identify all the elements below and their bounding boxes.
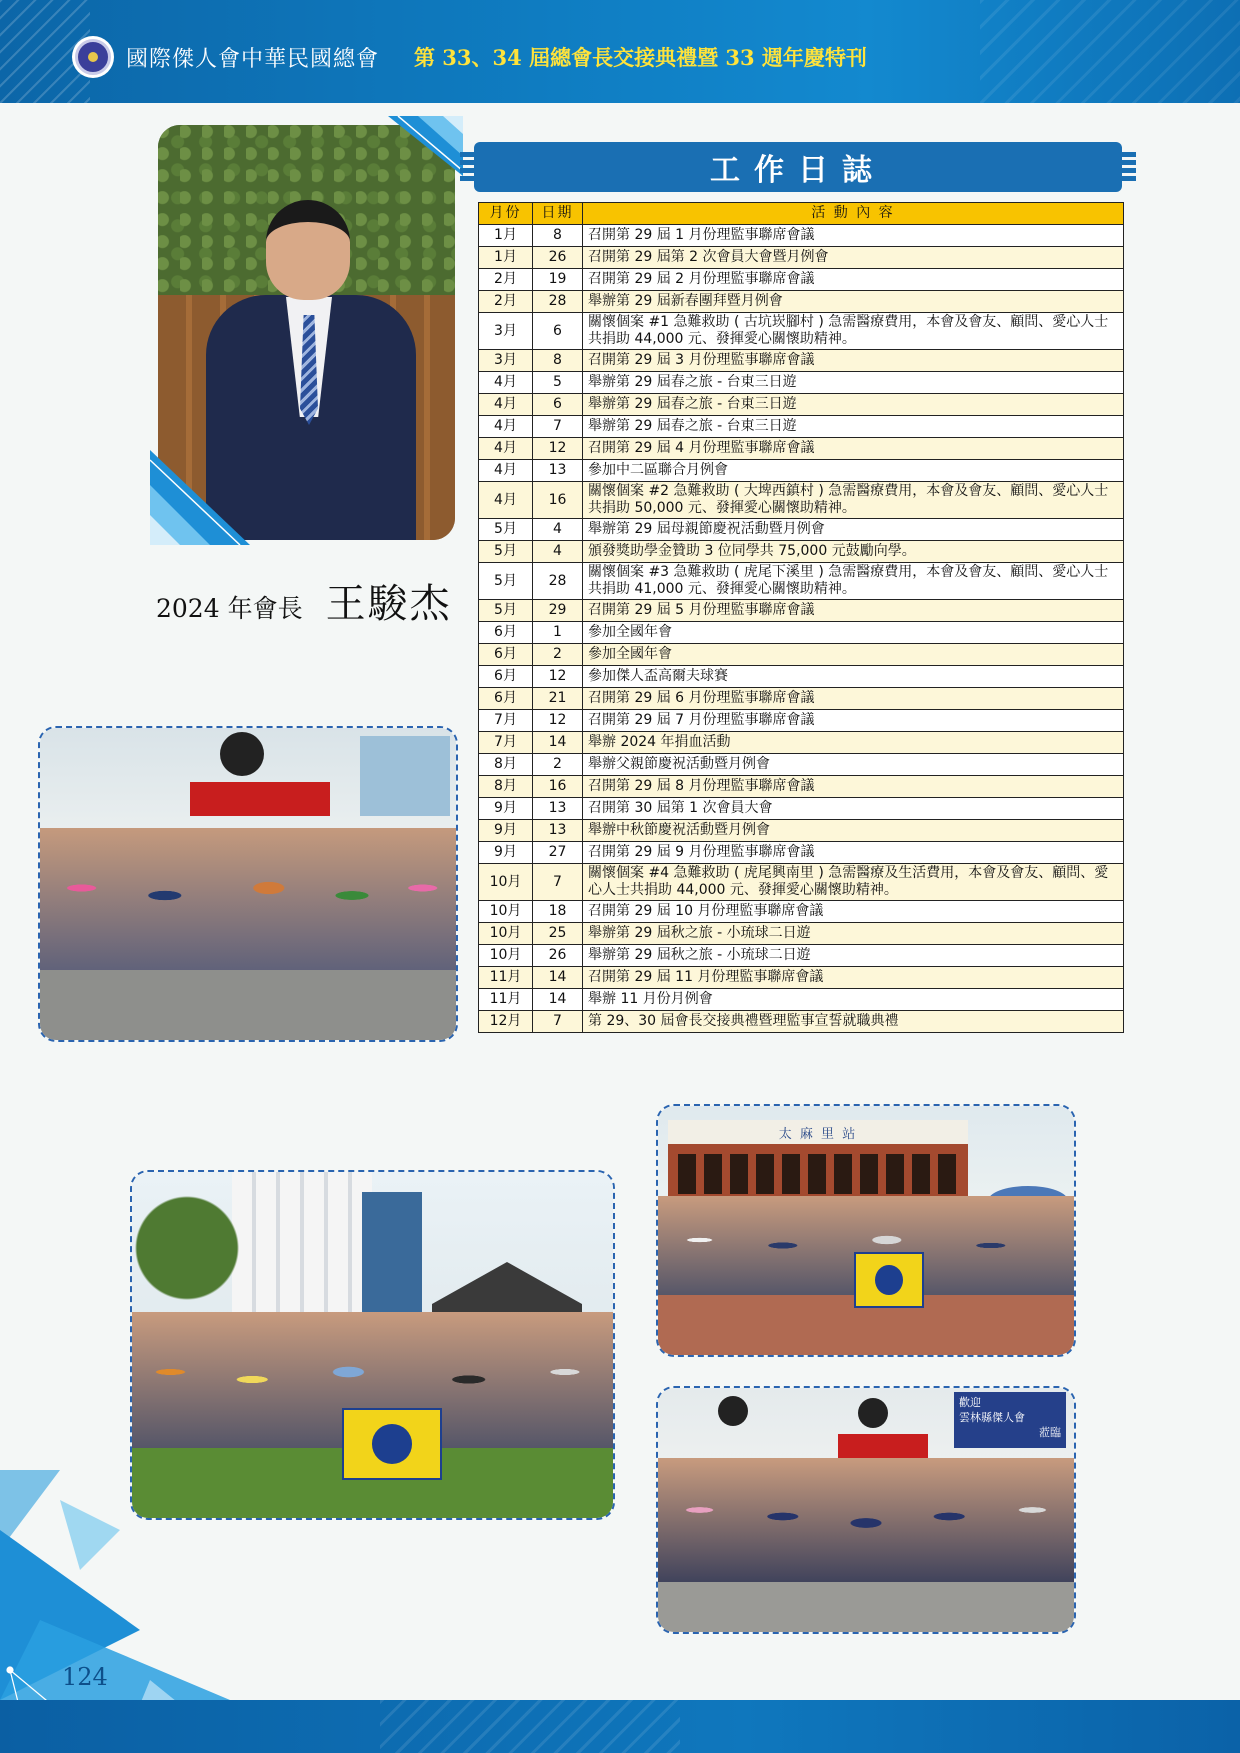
journal-content-cell: 舉辦父親節慶祝活動暨月例會 [583,754,1124,776]
journal-month-cell: 9月 [479,798,533,820]
journal-day-cell: 13 [533,460,583,482]
journal-day-cell: 25 [533,923,583,945]
journal-header-row [479,203,1124,225]
journal-month-cell: 9月 [479,842,533,864]
journal-month-cell: 4月 [479,416,533,438]
journal-row [479,776,1124,798]
journal-month-cell: 12月 [479,1011,533,1033]
journal-month-cell: 10月 [479,945,533,967]
journal-row [479,482,1124,519]
journal-day-cell: 2 [533,644,583,666]
journal-row [479,519,1124,541]
journal-content-cell: 召開第 29 屆 9 月份理監事聯席會議 [583,842,1124,864]
journal-month-cell: 1月 [479,225,533,247]
journal-month-cell: 6月 [479,666,533,688]
journal-month-cell: 6月 [479,644,533,666]
page-footer [0,1700,1240,1753]
journal-row [479,372,1124,394]
journal-row [479,754,1124,776]
journal-row [479,923,1124,945]
journal-table [478,202,1124,1033]
journal-row [479,394,1124,416]
journal-day-cell: 26 [533,247,583,269]
journal-day-cell: 27 [533,842,583,864]
journal-row [479,710,1124,732]
journal-day-cell: 1 [533,622,583,644]
journal-month-cell: 2月 [479,291,533,313]
journal-row [479,269,1124,291]
journal-row [479,688,1124,710]
journal-content-cell: 召開第 29 屆第 2 次會員大會暨月例會 [583,247,1124,269]
journal-content-cell: 舉辦第 29 屆春之旅 - 台東三日遊 [583,372,1124,394]
journal-day-cell: 16 [533,776,583,798]
journal-content-cell: 參加傑人盃高爾夫球賽 [583,666,1124,688]
journal-day-cell: 5 [533,372,583,394]
journal-content-cell: 舉辦第 29 屆秋之旅 - 小琉球二日遊 [583,923,1124,945]
journal-month-cell: 3月 [479,313,533,350]
issue-title: 第 33、34 屆總會長交接典禮暨 33 週年慶特刊 [414,45,867,70]
journal-content-cell: 關懷個案 #4 急難救助 ( 虎尾興南里 ) 急需醫療及生活費用，本會及會友、顧問、愛心人士共捐助 44,000 元、發揮愛心關懷助精神。 [583,864,1124,901]
journal-day-cell: 14 [533,967,583,989]
journal-day-cell: 7 [533,1011,583,1033]
journal-month-cell: 9月 [479,820,533,842]
journal-day-cell: 26 [533,945,583,967]
journal-day-cell: 13 [533,820,583,842]
journal-day-cell: 28 [533,291,583,313]
journal-day-cell: 29 [533,600,583,622]
journal-content-cell: 召開第 29 屆 5 月份理監事聯席會議 [583,600,1124,622]
journal-content-cell: 舉辦 11 月份月例會 [583,989,1124,1011]
journal-row [479,989,1124,1011]
journal-body [479,225,1124,1033]
journal-month-cell: 8月 [479,754,533,776]
journal-month-cell: 7月 [479,732,533,754]
journal-content-cell: 參加中二區聯合月例會 [583,460,1124,482]
journal-content-cell: 第 29、30 屆會長交接典禮暨理監事宣誓就職典禮 [583,1011,1124,1033]
journal-day-cell: 8 [533,350,583,372]
page-number: 124 [62,1663,108,1691]
journal-day-cell: 4 [533,519,583,541]
journal-content-cell: 舉辦中秋節慶祝活動暨月例會 [583,820,1124,842]
column-header-day: 日期 [533,203,583,225]
organization-name: 國際傑人會中華民國總會 [126,47,380,72]
journal-month-cell: 4月 [479,460,533,482]
journal-content-cell: 參加全國年會 [583,644,1124,666]
journal-day-cell: 7 [533,416,583,438]
journal-row [479,798,1124,820]
journal-day-cell: 18 [533,901,583,923]
journal-day-cell: 4 [533,541,583,563]
journal-content-cell: 召開第 29 屆 4 月份理監事聯席會議 [583,438,1124,460]
journal-content-cell: 舉辦第 29 屆春之旅 - 台東三日遊 [583,394,1124,416]
journal-content-cell: 召開第 29 屆 2 月份理監事聯席會議 [583,269,1124,291]
journal-row [479,901,1124,923]
journal-month-cell: 4月 [479,394,533,416]
page-header [0,0,1240,103]
journal-day-cell: 19 [533,269,583,291]
journal-day-cell: 12 [533,710,583,732]
journal-month-cell: 11月 [479,989,533,1011]
journal-month-cell: 7月 [479,710,533,732]
journal-row [479,842,1124,864]
portrait-corner-deco-bottom [150,440,260,545]
journal-row [479,247,1124,269]
journal-content-cell: 關懷個案 #3 急難救助 ( 虎尾下溪里 ) 急需醫療費用，本會及會友、顧問、愛心人士共捐助 41,000 元、發揮愛心關懷助精神。 [583,563,1124,600]
journal-row [479,350,1124,372]
journal-row [479,291,1124,313]
journal-row [479,644,1124,666]
journal-day-cell: 12 [533,666,583,688]
journal-row [479,1011,1124,1033]
journal-day-cell: 12 [533,438,583,460]
journal-row [479,460,1124,482]
journal-day-cell: 16 [533,482,583,519]
journal-content-cell: 頒發獎助學金贊助 3 位同學共 75,000 元鼓勵向學。 [583,541,1124,563]
journal-row [479,225,1124,247]
station-sign: 太 麻 里 站 [668,1120,968,1144]
journal-month-cell: 10月 [479,901,533,923]
journal-row [479,563,1124,600]
journal-day-cell: 6 [533,313,583,350]
president-year: 2024 年會長 [156,594,303,623]
group-photo-taimali-station [656,1104,1076,1357]
journal-day-cell: 6 [533,394,583,416]
journal-month-cell: 3月 [479,350,533,372]
journal-day-cell: 28 [533,563,583,600]
journal-content-cell: 召開第 29 屆 8 月份理監事聯席會議 [583,776,1124,798]
journal-month-cell: 10月 [479,864,533,901]
journal-row [479,666,1124,688]
journal-content-cell: 參加全國年會 [583,622,1124,644]
journal-row [479,438,1124,460]
group-photo-resort [130,1170,615,1520]
journal-day-cell: 21 [533,688,583,710]
journal-month-cell: 11月 [479,967,533,989]
journal-day-cell: 7 [533,864,583,901]
journal-row [479,622,1124,644]
journal-month-cell: 5月 [479,563,533,600]
journal-month-cell: 5月 [479,600,533,622]
portrait-corner-deco [388,116,463,186]
journal-row [479,600,1124,622]
banner-welcome-text: 歡迎 [959,1396,981,1409]
journal-month-cell: 1月 [479,247,533,269]
journal-day-cell: 14 [533,989,583,1011]
welcome-banner [954,1392,1066,1448]
journal-month-cell: 10月 [479,923,533,945]
journal-content-cell: 舉辦 2024 年捐血活動 [583,732,1124,754]
journal-content-cell: 舉辦第 29 屆母親節慶祝活動暨月例會 [583,519,1124,541]
journal-content-cell: 召開第 29 屆 6 月份理監事聯席會議 [583,688,1124,710]
journal-row [479,864,1124,901]
journal-content-cell: 召開第 29 屆 11 月份理監事聯席會議 [583,967,1124,989]
journal-month-cell: 4月 [479,438,533,460]
journal-row [479,541,1124,563]
journal-content-cell: 關懷個案 #1 急難救助 ( 古坑崁腳村 ) 急需醫療費用，本會及會友、顧問、愛心人士共捐助 44,000 元、發揮愛心關懷助精神。 [583,313,1124,350]
journal-content-cell: 召開第 29 屆 3 月份理監事聯席會議 [583,350,1124,372]
journal-row [479,967,1124,989]
organization-logo-icon [72,36,114,78]
journal-month-cell: 6月 [479,622,533,644]
column-header-month: 月份 [479,203,533,225]
journal-content-cell: 關懷個案 #2 急難救助 ( 大埤西鎮村 ) 急需醫療費用，本會及會友、顧問、愛心人士共捐助 50,000 元、發揮愛心關懷助精神。 [583,482,1124,519]
journal-month-cell: 5月 [479,541,533,563]
journal-month-cell: 5月 [479,519,533,541]
journal-content-cell: 召開第 29 屆 1 月份理監事聯席會議 [583,225,1124,247]
journal-month-cell: 8月 [479,776,533,798]
journal-row [479,820,1124,842]
journal-content-cell: 召開第 29 屆 10 月份理監事聯席會議 [583,901,1124,923]
president-caption [156,572,456,629]
banner-tail-text: 蒞臨 [1039,1426,1061,1439]
journal-month-cell: 6月 [479,688,533,710]
journal-month-cell: 4月 [479,372,533,394]
journal-day-cell: 13 [533,798,583,820]
journal-content-cell: 舉辦第 29 屆新春團拜暨月例會 [583,291,1124,313]
journal-content-cell: 召開第 29 屆 7 月份理監事聯席會議 [583,710,1124,732]
journal-month-cell: 4月 [479,482,533,519]
journal-day-cell: 14 [533,732,583,754]
journal-title: 工作日誌 [474,142,1122,192]
group-photo-welcome-banner [656,1386,1076,1634]
journal-month-cell: 2月 [479,269,533,291]
journal-row [479,416,1124,438]
journal-row [479,732,1124,754]
banner-org-text: 雲林縣傑人會 [959,1411,1025,1424]
journal-day-cell: 2 [533,754,583,776]
journal-row [479,313,1124,350]
president-name: 王駿杰 [325,581,452,627]
header-stripes-right [980,0,1240,103]
group-photo-greenhouse [38,726,458,1042]
journal-content-cell: 舉辦第 29 屆春之旅 - 台東三日遊 [583,416,1124,438]
journal-day-cell: 8 [533,225,583,247]
portrait-head [266,200,350,300]
column-header-content: 活 動 內 容 [583,203,1124,225]
journal-row [479,945,1124,967]
journal-content-cell: 舉辦第 29 屆秋之旅 - 小琉球二日遊 [583,945,1124,967]
journal-content-cell: 召開第 30 屆第 1 次會員大會 [583,798,1124,820]
